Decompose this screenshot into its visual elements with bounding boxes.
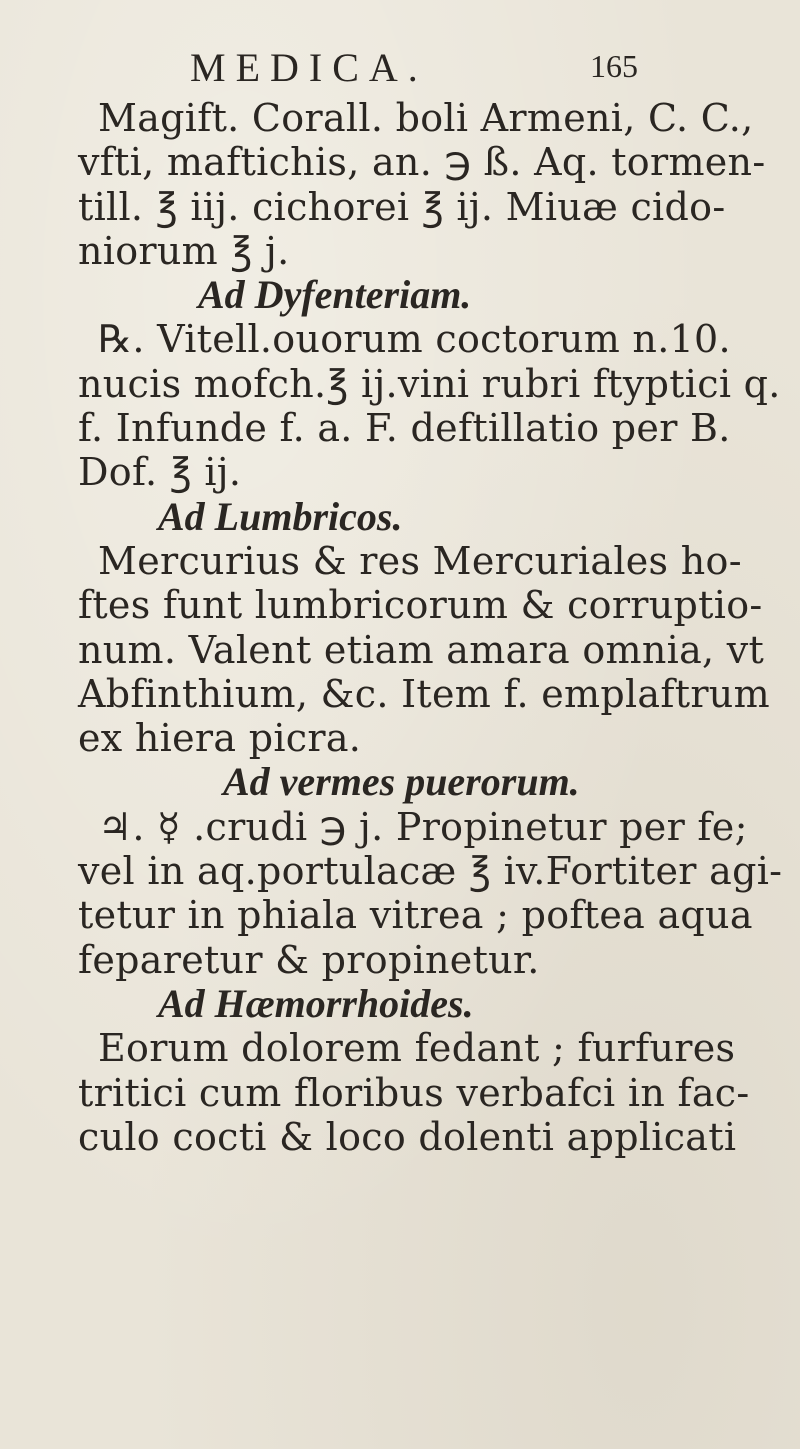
text-line: Dof. ℥ ij.	[78, 450, 242, 495]
text-line: f. Infunde f. a. F. deftillatio per B.	[78, 406, 731, 451]
text-line: tetur in phiala vitrea ; poftea aqua	[78, 893, 753, 938]
section-heading: Ad vermes puerorum.	[223, 759, 580, 805]
text-line: num. Valent etiam amara omnia, vt	[78, 627, 765, 672]
text-line: ftes funt lumbricorum & corruptio-	[78, 583, 763, 628]
text-line: culo cocti & loco dolenti applicati	[78, 1114, 737, 1159]
text-line: ex hiera picra.	[78, 716, 362, 761]
text-line: Mercurius & res Mercuriales ho-	[98, 538, 742, 583]
section-heading: Ad Lumbricos.	[158, 493, 403, 539]
page-number: 165	[590, 48, 638, 84]
text-line: tritici cum floribus verbafci in fac-	[78, 1070, 750, 1115]
text-line: Abfinthium, &c. Item f. emplaftrum	[78, 671, 770, 716]
section-heading: Ad Dyfenteriam.	[198, 272, 472, 318]
text-line: Eorum dolorem fedant ; furfures	[98, 1026, 736, 1071]
text-line: nucis mofch.℥ ij.vini rubri ftyptici q.	[78, 361, 781, 406]
text-line: vel in aq.portulacæ ℥ iv.Fortiter agi-	[78, 849, 783, 894]
text-line: vfti, maftichis, an. ℈ ß. Aq. tormen-	[78, 140, 766, 185]
section-heading: Ad Hæmorrhoides.	[158, 980, 474, 1026]
text-line: till. ℥ iij. cichorei ℥ ij. Miuæ cido-	[78, 184, 726, 229]
text-line: ℞. Vitell.ouorum coctorum n.10.	[98, 317, 731, 362]
running-head: MEDICA.	[190, 45, 428, 90]
text-line: niorum ℥ j.	[78, 228, 290, 273]
page-header	[190, 44, 770, 94]
body-text	[38, 96, 788, 1159]
text-line: ♃. ☿ .crudi ℈ j. Propinetur per fe;	[98, 804, 748, 849]
text-line: Magift. Corall. boli Armeni, C. C.,	[98, 96, 754, 140]
text-line: feparetur & propinetur.	[78, 937, 540, 982]
